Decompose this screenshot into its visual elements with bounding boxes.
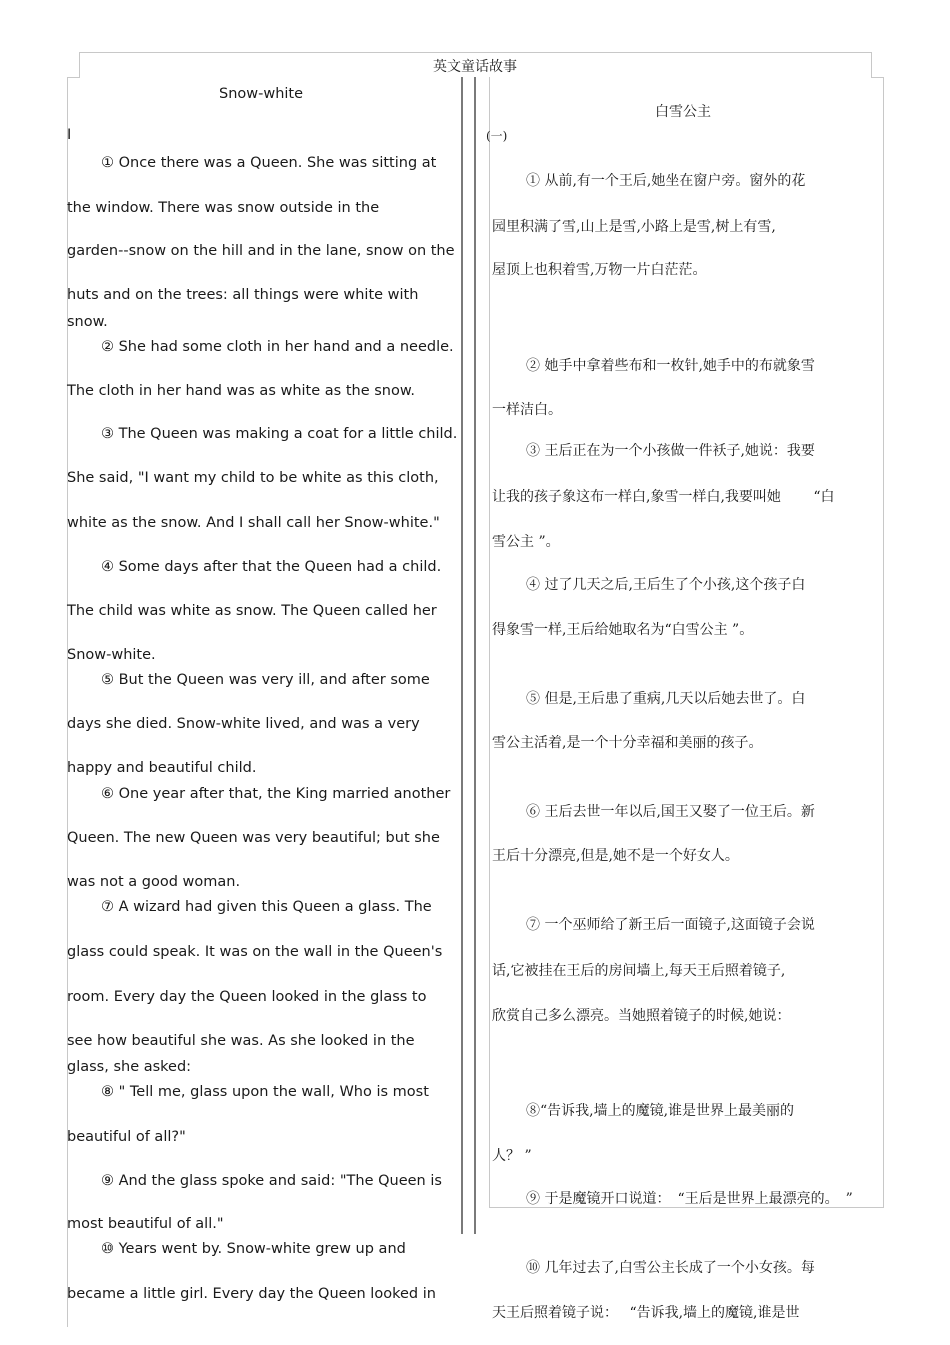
english-text-line: garden--snow on the hill and in the lane, snow on the <box>67 243 455 259</box>
english-text-line: glass, she asked: <box>67 1059 192 1075</box>
english-text-line: She said, "I want my child to be white as this cloth, <box>67 470 439 486</box>
chinese-text-line: ⑧“告诉我,墙上的魔镜,谁是世界上最美丽的 <box>526 1103 795 1119</box>
chinese-text-line: 雪公主 ”。 <box>492 534 560 550</box>
english-text-line: ④ Some days after that the Queen had a child. <box>101 559 442 575</box>
chinese-text-line: 园里积满了雪,山上是雪,小路上是雪,树上有雪, <box>492 219 776 235</box>
chinese-text-line: ④ 过了几天之后,王后生了个小孩,这个孩子白 <box>526 577 806 593</box>
chinese-text-line: 雪公主活着,是一个十分幸福和美丽的孩子。 <box>492 735 763 751</box>
english-text-line: room. Every day the Queen looked in the glass to <box>67 989 427 1005</box>
column-divider-left <box>461 77 463 1234</box>
english-text-line: ⑥ One year after that, the King married another <box>101 786 451 802</box>
english-text-line: Snow-white. <box>67 647 156 663</box>
chinese-text-line: 人？ ” <box>492 1148 532 1164</box>
chinese-text-line: 得象雪一样,王后给她取名为“白雪公主 ”。 <box>492 622 754 638</box>
chinese-text-line: ⑨ 于是魔镜开口说道： “王后是世界上最漂亮的。 ” <box>526 1191 853 1207</box>
header-top-border <box>79 52 872 53</box>
document-header-title: 英文童话故事 <box>433 59 517 75</box>
chinese-text-line: 天王后照着镜子说： “告诉我,墙上的魔镜,谁是世 <box>492 1305 800 1321</box>
english-text-line: Queen. The new Queen was very beautiful; but she <box>67 830 440 846</box>
chinese-chapter-number: (一) <box>486 129 508 143</box>
chinese-text-line: ② 她手中拿着些布和一枚针,她手中的布就象雪 <box>526 358 815 374</box>
chinese-text-line: 让我的孩子象这布一样白,象雪一样白,我要叫她 “白 <box>492 489 835 505</box>
english-text-line: most beautiful of all." <box>67 1216 224 1232</box>
column-divider-right <box>474 77 476 1234</box>
english-text-line: snow. <box>67 314 108 330</box>
english-text-line: became a little girl. Every day the Queen looked in <box>67 1286 436 1302</box>
english-text-line: huts and on the trees: all things were white with <box>67 287 419 303</box>
english-text-line: The child was white as snow. The Queen called her <box>67 603 437 619</box>
english-text-line: ⑧ " Tell me, glass upon the wall, Who is most <box>101 1084 429 1100</box>
header-left-tick <box>67 77 80 78</box>
right-page-border <box>883 77 884 1208</box>
english-text-line: was not a good woman. <box>67 874 241 890</box>
english-text-line: happy and beautiful child. <box>67 760 257 776</box>
english-text-line: days she died. Snow-white lived, and was a very <box>67 716 420 732</box>
english-text-line: the window. There was snow outside in the <box>67 200 380 216</box>
chinese-text-line: 一样洁白。 <box>492 402 562 418</box>
english-text-line: see how beautiful she was. As she looked in the <box>67 1033 415 1049</box>
english-text-line: ⑤ But the Queen was very ill, and after some <box>101 672 430 688</box>
chinese-column-border <box>489 77 490 1208</box>
chinese-text-line: 王后十分漂亮,但是,她不是一个好女人。 <box>492 848 739 864</box>
chinese-story-title: 白雪公主 <box>655 104 711 120</box>
english-text-line: beautiful of all?" <box>67 1129 186 1145</box>
english-text-line: ⑩ Years went by. Snow-white grew up and <box>101 1241 406 1257</box>
english-text-line: glass could speak. It was on the wall in the Queen's <box>67 944 443 960</box>
chinese-text-line: ⑥ 王后去世一年以后,国王又娶了一位王后。新 <box>526 804 815 820</box>
english-text-line: ① Once there was a Queen. She was sitting at <box>101 155 437 171</box>
english-text-line: white as the snow. And I shall call her Snow-white." <box>67 515 440 531</box>
english-text-line: ③ The Queen was making a coat for a little child. <box>101 426 458 442</box>
english-text-line: ② She had some cloth in her hand and a needle. <box>101 339 454 355</box>
english-text-line: ⑦ A wizard had given this Queen a glass. The <box>101 899 432 915</box>
chinese-text-line: ⑩ 几年过去了,白雪公主长成了一个小女孩。每 <box>526 1260 815 1276</box>
chinese-text-line: ③ 王后正在为一个小孩做一件袄子,她说：我要 <box>526 443 815 459</box>
chinese-text-line: 话,它被挂在王后的房间墙上,每天王后照着镜子, <box>492 963 786 979</box>
chinese-text-line: 欣赏自己多么漂亮。当她照着镜子的时候,她说： <box>492 1008 791 1024</box>
english-text-line: ⑨ And the glass spoke and said: "The Queen is <box>101 1173 442 1189</box>
english-story-title: Snow-white <box>219 86 304 102</box>
english-chapter-number: I <box>67 127 72 143</box>
chinese-text-line: ⑤ 但是,王后患了重病,几天以后她去世了。白 <box>526 691 806 707</box>
english-text-line: The cloth in her hand was as white as the snow. <box>67 383 415 399</box>
chinese-text-line: ① 从前,有一个王后,她坐在窗户旁。窗外的花 <box>526 173 806 189</box>
chinese-text-line: 屋顶上也积着雪,万物一片白茫茫。 <box>492 262 707 278</box>
chinese-text-line: ⑦ 一个巫师给了新王后一面镜子,这面镜子会说 <box>526 917 815 933</box>
